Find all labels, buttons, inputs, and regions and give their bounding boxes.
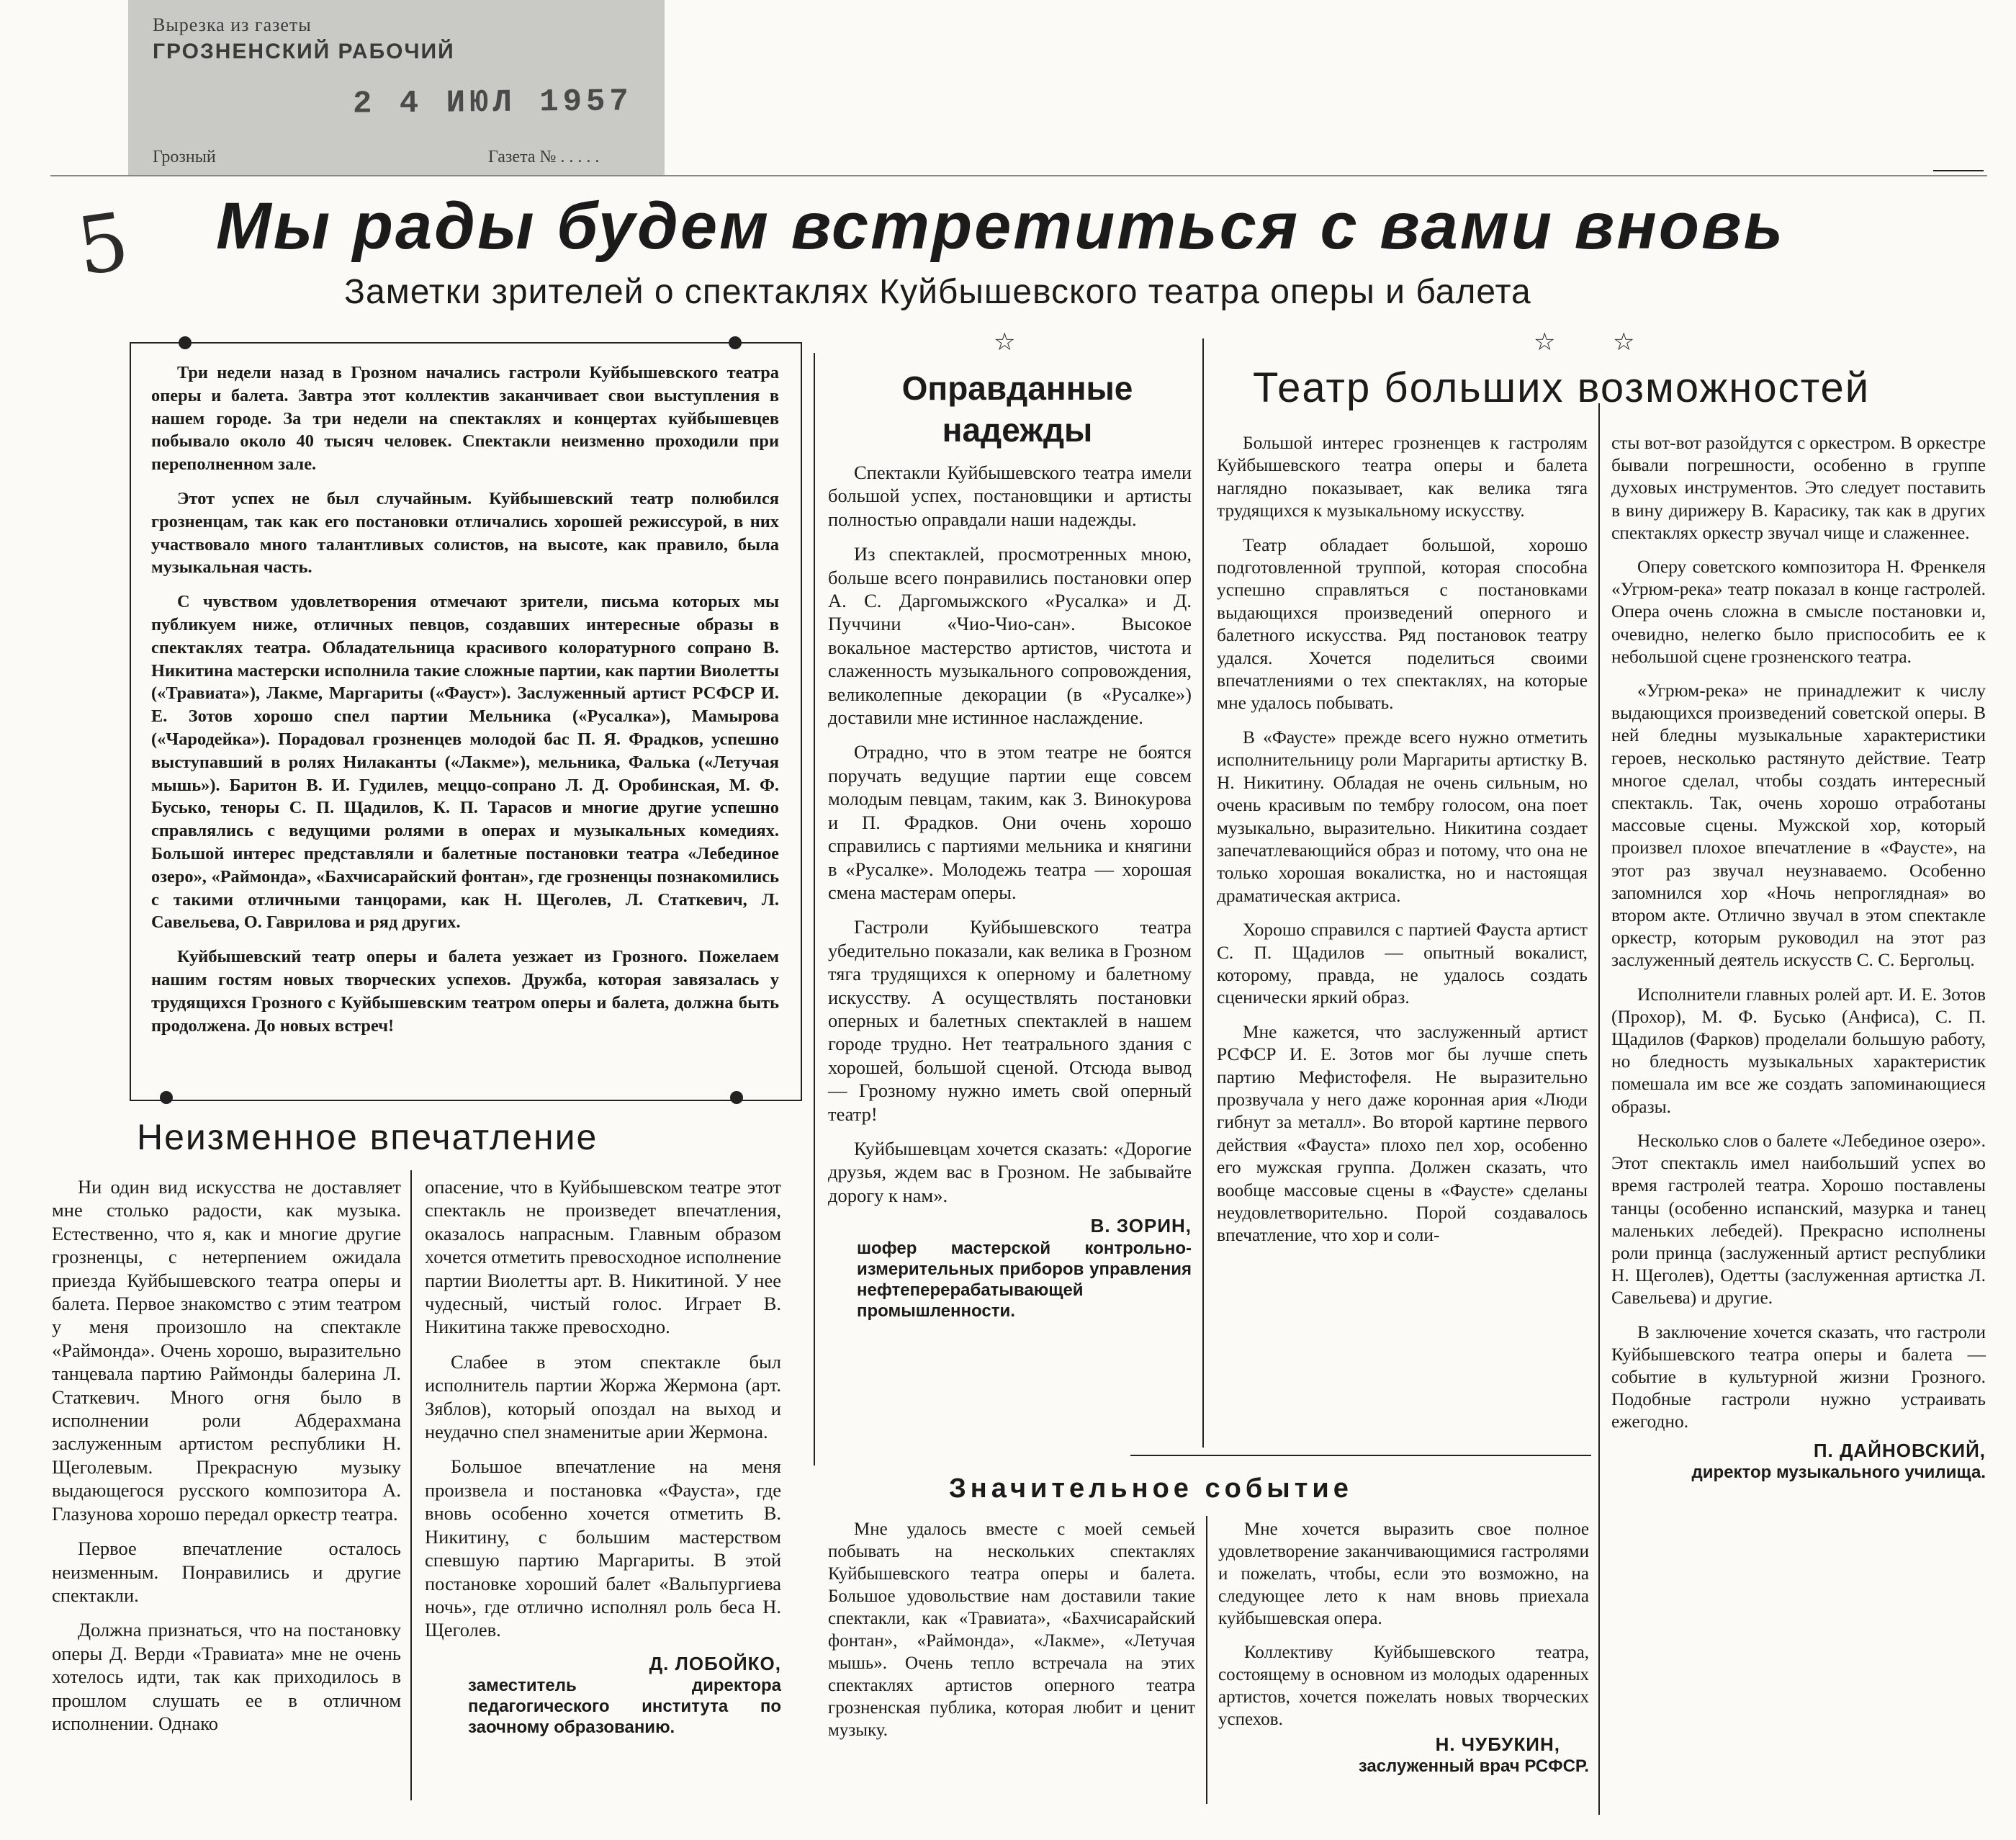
intro-paragraph: Три недели назад в Грозном начались гастроли Куйбышевского театра оперы и балета. Завтра этот коллектив заканчивает свои выступления в нашем городе. За три недели на спектаклях и концертах куйбышевцев побывало около 40 тысяч человек. Спектакли неизменно проходили при переполненном зале.: [151, 363, 779, 475]
article-paragraph: Мне кажется, что заслуженный артист РСФСР И. Е. Зотов мог бы лучше спеть партию Мефистофеля. Не выразительно прозвучала у него даже коронная ария «Люди гибнут за металл». Во второй картине первого действия «Фауста» плохо пел хор, особенно его мужская группа. Должен сказать, что вообще массовые сцены в «Фаусте» сделаны неудовлетворительно. Порой создавалось впечатление, что хор и соли-: [1217, 1021, 1588, 1246]
edge-mark: [1933, 170, 1984, 171]
article-paragraph: Мне хочется выразить свое полное удовлетворение заканчивающимися гастролями и пожелать, чтобы, если это возможно, на следующее лето к нам вновь приехала куйбышевская опера.: [1218, 1520, 1589, 1628]
date-stamp: 2 4 ИЮЛ 1957: [352, 84, 634, 122]
star-ornament: ☆: [1613, 329, 1635, 356]
article-paragraph: Театр обладает большой, хорошо подготовленной труппой, которая способна успешно справляться с постановками выдающихся произведений оперного и балетного искусства. Ряд постановок театру удался. Хочется поделиться своими впечатлениями о тех спектаклях, на которые мне удалось побывать.: [1217, 534, 1588, 714]
article-paragraph: Спектакли Куйбышевского театра имели большой успех, постановщики и артисты полностью оправдали наши надежды.: [828, 462, 1192, 530]
clipping-city: Грозный: [153, 148, 216, 166]
author-role: заместитель директора педагогического института по заочному образованию.: [468, 1676, 781, 1738]
author-name: В. ЗОРИН,: [1090, 1215, 1192, 1237]
newspaper-name: ГРОЗНЕНСКИЙ РАБОЧИЙ: [153, 40, 455, 63]
article-paragraph: Отрадно, что в этом театре не боятся поручать ведущие партии еще совсем молодым певцам, таким, как З. Винокурова и П. Фрадков. Они очень хорошо справились с партиями мельника и княгини в «Русалке». Молодежь театра — хорошая смена мастерам оперы.: [828, 741, 1192, 903]
article-paragraph: Ни один вид искусства не доставляет мне столько радости, как музыка. Естественно, что я, как и многие другие грозненцы, с нетерпением ожидала приезда Куйбышевского театра оперы и балета. Первое знакомство с этим театром у меня произошло на спектакле «Раймонда». Очень хорошо, выразительно танцевала партию Раймонды балерина Л. Статкевич. Много огня было в исполнении роли Абдерахмана заслуженным артистом республики Н. Щеголевым. Прекрасную музыку выдающегося русского композитора А. Глазунова хорошо передал оркестр театра.: [52, 1176, 401, 1525]
article-nepvp-col1: [52, 1175, 401, 1735]
top-divider: [50, 175, 1987, 176]
article-paragraph: Хорошо справился с партией Фауста артист С. П. Щадилов — опытный вокалист, которому, правда, не удалось создать сценически яркий образ.: [1217, 920, 1588, 1008]
intro-paragraph: Этот успех не был случайным. Куйбышевский театр полюбился грозненцам, так как его постановки отличались хорошей режиссурой, в них участвовало много талантливых солистов, на высоте, как правило, была музыкальная часть.: [151, 488, 779, 578]
column-divider: [1206, 1516, 1207, 1804]
article-paragraph: В «Фаусте» прежде всего нужно отметить исполнительницу роли Маргариты артистку В. Н. Никитину. Обладая не очень сильным, но очень красивым по тембру голосом, она поет музыкально, выразительно. Никитина создает запечатлевающийся образ и потому, что она не только хорошая вокалистка, но и настоящая драматическая актриса.: [1217, 727, 1588, 906]
article-heading-opr: Оправданные надежды: [901, 369, 1133, 449]
article-teatr-col2: [1611, 432, 1986, 1483]
article-paragraph: Большой интерес грозненцев к гастролям Куйбышевского театра оперы и балета наглядно показывает, как велика тяга трудящихся к музыкальному искусству.: [1217, 433, 1588, 521]
intro-paragraph: С чувством удовлетворения отмечают зрители, письма которых мы публикуем ниже, отличных певцов, создавших интересные образы в спектаклях театра. Обладательница красивого колоратурного сопрано В. Никитина мастерски исполнила такие сложные партии, как партии Виолетты («Травиата»), Лакме, Маргариты («Фауст»). Заслуженный артист РСФСР И. Е. Зотов хорошо спел партии Мельника («Русалка»), Мамырова («Чародейка»). Порадовал грозненцев молодой бас П. Я. Фрадков, успешно выступавший в ролях Нилаканты («Лакме»), мельника, Фалька («Летучая мышь»). Баритон В. И. Гудилев, меццо-сопрано Л. Д. Оробинская, М. Ф. Бусько, теноры С. П. Щадилов, К. П. Тарасов и многие другие успешно справлялись с ведущими ролями в операх и музыкальных комедиях. Большой интерес представляли и балетные постановки театра «Лебединое озеро», «Раймонда», «Бахчисарайский фонтан», где грозненцы познакомились с такими отличными танцорами, как Н. Щеголев, Л. Статкевич, Л. Савельева, О. Гаврилова и ряд других.: [151, 592, 779, 933]
intro-box: [130, 342, 802, 1101]
author-name: П. ДАЙНОВСКИЙ,: [1813, 1439, 1986, 1461]
star-ornament: ☆: [994, 329, 1016, 356]
author-role: директор музыкального училища.: [1691, 1462, 1986, 1482]
article-heading-znach: Значительное событие: [949, 1473, 1353, 1504]
intro-paragraph: Куйбышевский театр оперы и балета уезжает из Грозного. Пожелаем нашим гостям новых творческих успехов. Дружба, которая завязалась у трудящихся Грозного с Куйбышевским театром оперы и балета, должна быть продолжена. До новых встреч!: [151, 947, 779, 1036]
article-paragraph: Оперу советского композитора Н. Френкеля «Угрюм-река» театр показал в конце гастролей. Опера очень сложна в смысле постановки и, очевидно, нелегко было приспособить ее к небольшой сцене грозненского театра.: [1611, 557, 1986, 667]
article-paragraph: Должна признаться, что на постановку оперы Д. Верди «Травиата» мне не очень хотелось идти, так как приходилось в прошлом слушать ее в отличном исполнении. Однако: [52, 1619, 401, 1734]
article-paragraph: В заключение хочется сказать, что гастроли Куйбышевского театра оперы и балета — событие в культурной жизни Грозного. Подобные гастроли нужно устраивать ежегодно.: [1611, 1321, 1986, 1432]
article-heading-teatr: Театр больших возможностей: [1253, 364, 1871, 411]
box-corner-dot: [730, 1091, 743, 1104]
article-paragraph: Первое впечатление осталось неизменным. Понравились и другие спектакли.: [52, 1538, 401, 1606]
article-paragraph: Из спектаклей, просмотренных мною, больше всего понравились постановки опер А. С. Даргомыжского «Русалка» и Д. Пуччини «Чио-Чио-сан». Высокое вокальное мастерство артистов, чистота и слаженность музыкального сопровождения, великолепные декорации (в «Русалке») доставили мне истинное наслаждение.: [828, 543, 1192, 729]
author-role: шофер мастерской контрольно-измерительных приборов управления нефтеперерабатывающей промышленности.: [857, 1238, 1192, 1321]
article-paragraph: сты вот-вот разойдутся с оркестром. В оркестре бывали погрешности, особенно в группе духовых инструментов. Это следует поставить в вину дирижеру В. Карасику, так как в других спектаклях оркестр звучал чище и слаженнее.: [1611, 433, 1986, 543]
clipping-issue: Газета № . . . . .: [488, 148, 600, 166]
article-znach-col2: [1218, 1518, 1589, 1777]
article-paragraph: опасение, что в Куйбышевском театре этот спектакль не произведет впечатления, оказалось напрасным. Главным образом хочется отметить превосходное исполнение партии Виолетты арт. В. Никитиной. У нее чудесный, чистый голос. Играет В. Никитина также превосходно.: [425, 1176, 781, 1338]
column-divider: [814, 353, 815, 1466]
column-divider: [1202, 338, 1204, 1448]
column-divider: [410, 1170, 412, 1800]
article-znach-col1: [828, 1518, 1195, 1741]
author-name: Д. ЛОБОЙКО,: [649, 1652, 781, 1674]
article-paragraph: Мне удалось вместе с моей семьей побывать на нескольких спектаклях Куйбышевского театра оперы и балета. Большое удовольствие нам доставили такие спектакли, как «Травиата», «Бахчисарайский фонтан», «Раймонда», «Лакме», «Летучая мышь». Очень тепло встречала на этих спектаклях артистов оперного театра грозненская публика, которая любит и ценит музыку.: [828, 1520, 1195, 1740]
article-paragraph: Коллективу Куйбышевского театра, состоящему в основном из молодых одаренных артистов, хочется пожелать новых творческих успехов.: [1218, 1643, 1589, 1729]
handwritten-number: 5: [71, 194, 135, 294]
star-ornament: ☆: [1534, 329, 1556, 356]
column-divider: [1598, 403, 1600, 1815]
article-teatr-col1: [1217, 432, 1588, 1247]
article-paragraph: Исполнители главных ролей арт. И. Е. Зотов (Прохор), М. Ф. Бусько (Анфиса), С. П. Щадилов (Фарков) проделали большую работу, но бледность музыкальных характеристик помешала им все же создать запоминающиеся образы.: [1611, 984, 1986, 1117]
article-heading-nepvp: Неизменное впечатление: [137, 1117, 598, 1157]
article-opr-column: [828, 461, 1192, 1321]
box-corner-dot: [729, 336, 742, 349]
page-subtitle: Заметки зрителей о спектаклях Куйбышевского театра оперы и балета: [344, 273, 1531, 311]
intro-text: [151, 362, 779, 1037]
article-paragraph: Куйбышевцам хочется сказать: «Дорогие друзья, ждем вас в Грозном. Не забывайте дорогу к нам».: [828, 1137, 1192, 1206]
section-divider: [1130, 1455, 1591, 1456]
article-paragraph: Несколько слов о балете «Лебединое озеро». Этот спектакль имел наибольший успех во время гастролей театра. Хорошо поставлены танцы (особенно испанский, мазурка и танец маленьких лебедей). Прекрасно исполнены роли принца (заслуженный артист республики Н. Щеголев), Одетты (заслуженная артистка Л. Савельева) и другие.: [1611, 1130, 1986, 1309]
clipping-label-caption: Вырезка из газеты: [153, 14, 312, 35]
article-paragraph: «Угрюм-река» не принадлежит к числу выдающихся произведений советской оперы. В ней бледны музыкальные характеристики героев, несколько растянуто действие. Театр многое сделал, чтобы создать интересный спектакль. Так, очень хорошо отработаны массовые сцены. Мужской хор, который произвел плохое впечатление в «Фаусте», на этот раз звучал неузнаваемо. Особенно запомнился хор «Ночь непроглядная» во втором акте. Отлично звучал в этом спектакле оркестр, которым руководил на этот раз заслуженный деятель искусств С. С. Бергольц.: [1611, 681, 1986, 971]
article-paragraph: Большое впечатление на меня произвела и постановка «Фауста», где вновь особенно хочется отметить В. Никитину, с большим мастерством спевшую партию Маргариты. В этой постановке хороший балет «Вальпургиева ночь», где отлично исполнял роль беса Н. Щеголев.: [425, 1455, 781, 1641]
article-nepvp-col2: [425, 1175, 781, 1738]
clipping-label: [128, 0, 665, 176]
article-paragraph: Гастроли Куйбышевского театра убедительно показали, как велика в Грозном тяга трудящихся к оперному и балетному искусству. А осуществлять постановки оперных и балетных спектаклей в нашем городе трудно. Нет театрального здания с хорошей, большой сценой. Отсюда вывод — Грозному нужно иметь свой оперный театр!: [828, 916, 1192, 1125]
box-corner-dot: [160, 1091, 173, 1104]
box-corner-dot: [179, 336, 192, 349]
author-role: заслуженный врач РСФСР.: [1358, 1756, 1589, 1776]
article-paragraph: Слабее в этом спектакле был исполнитель партии Жоржа Жермона (арт. Зяблов), который опоздал на выход и неудачно спел знаменитые арии Жермона.: [425, 1350, 781, 1443]
page-title: Мы рады будем встретиться с вами вновь: [216, 189, 1786, 263]
author-name: Н. ЧУБУКИН,: [1435, 1733, 1560, 1755]
